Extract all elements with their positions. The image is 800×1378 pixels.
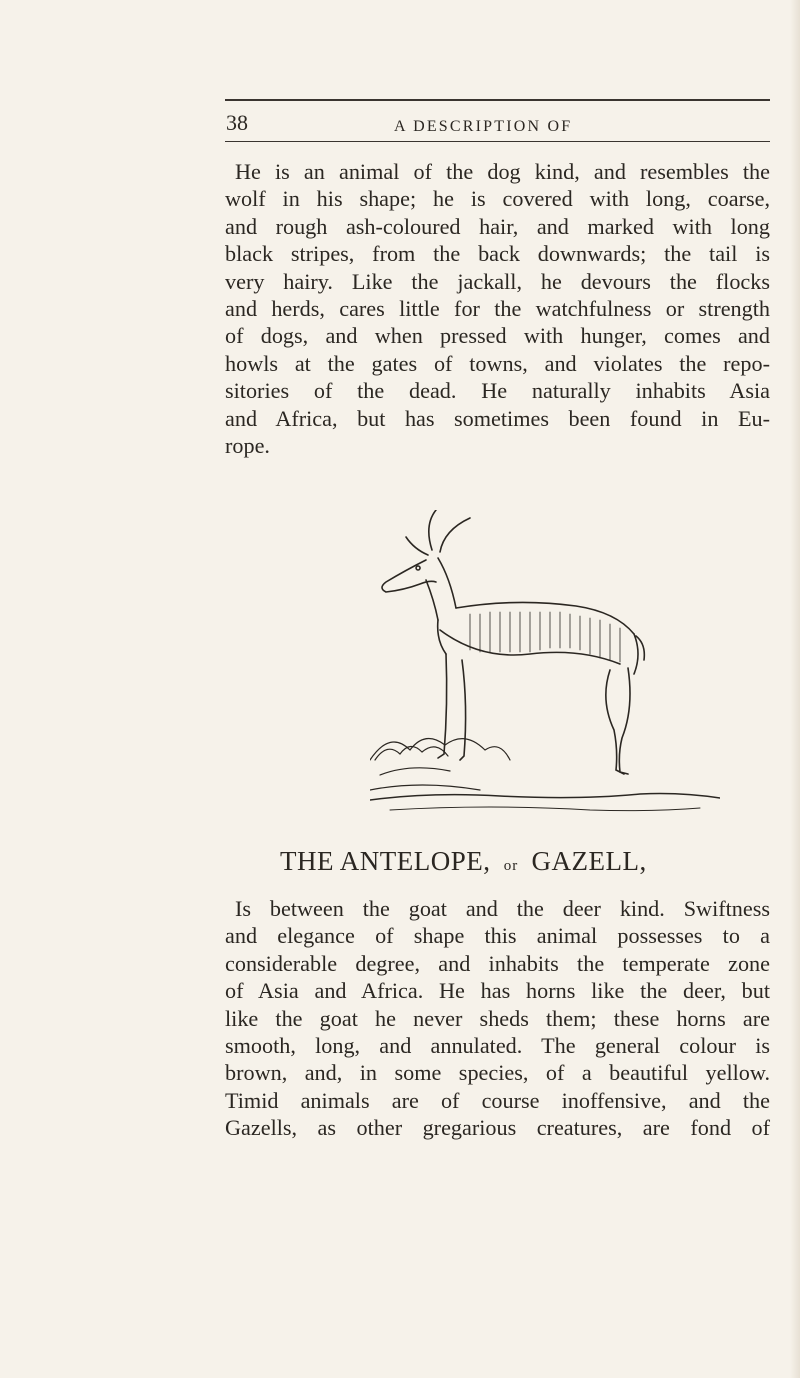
text-line: and Africa, but has sometimes been found in Eu- (225, 405, 770, 431)
ground-line (370, 794, 720, 801)
paragraph-1 (225, 158, 770, 459)
text-line: Gazells, as other gregarious creatures, are fond of (225, 1115, 770, 1141)
text-line: brown, and, in some species, of a beautiful yellow. (225, 1060, 770, 1086)
caption-title-part-2: GAZELL, (531, 846, 647, 876)
text-line: Is between the goat and the deer kind. Swiftness (235, 896, 770, 921)
page-edge-shadow (790, 0, 800, 1378)
paragraph-2 (225, 895, 770, 1142)
text-line: of dogs, and when pressed with hunger, comes and (225, 323, 770, 349)
illustration-caption (280, 846, 720, 877)
text-line: considerable degree, and inhabits the temperate zone (225, 950, 770, 976)
caption-conjunction: or (503, 858, 519, 874)
text-line: howls at the gates of towns, and violates the repo- (225, 350, 770, 376)
page-number: 38 (226, 110, 248, 135)
text-line: smooth, long, and annulated. The general colour is (225, 1033, 770, 1059)
foliage-left-icon (370, 739, 510, 790)
text-line: and elegance of shape this animal possesses to a (225, 923, 770, 949)
antelope-figure (382, 510, 644, 774)
text-line: wolf in his shape; he is covered with long, coarse, (225, 186, 770, 212)
text-line: He is an animal of the dog kind, and resembles the (235, 159, 770, 184)
text-line: sitories of the dead. He naturally inhabits Asia (225, 378, 770, 404)
text-line: rope. (225, 433, 270, 459)
antelope-woodcut-illustration (370, 510, 720, 840)
text-line: of Asia and Africa. He has horns like the deer, but (225, 978, 770, 1004)
text-line: like the goat he never sheds them; these horns are (225, 1005, 770, 1031)
caption-title-part-1: THE ANTELOPE, (280, 846, 491, 876)
text-line: and herds, cares little for the watchfulness or strength (225, 296, 770, 322)
text-line: very hairy. Like the jackall, he devours the flocks (225, 268, 770, 294)
header-rule-bottom (225, 141, 770, 142)
header-rule-top (225, 99, 770, 101)
running-head: A DESCRIPTION OF (394, 118, 573, 135)
text-line: and rough ash-coloured hair, and marked with long (225, 213, 770, 239)
text-line: Timid animals are of course inoffensive, and the (225, 1087, 770, 1113)
text-line: black stripes, from the back downwards; the tail is (225, 241, 770, 267)
